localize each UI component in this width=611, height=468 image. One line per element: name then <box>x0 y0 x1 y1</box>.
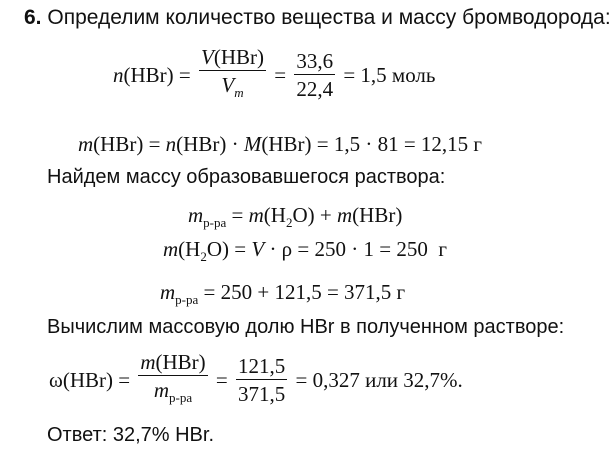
eq1-fraction-2 <box>294 48 335 103</box>
eq8-lhs: ω(HBr) = <box>49 368 131 392</box>
equation-mass-hbr: m(HBr) = n(HBr) · M(HBr) = 1,5 · 81 = 12,15 г <box>78 132 483 156</box>
equation-solution-mass-value: $m_{р-ра} = 250 + 121,5 = 371,5$ г <box>160 280 406 307</box>
eq1-equals: = <box>274 63 287 87</box>
eq1-num2: 33,6 <box>296 49 334 73</box>
eq1-num1: V(HBr) <box>201 45 264 69</box>
eq8-den1: $m_{р-ра}$ <box>153 378 193 405</box>
eq1-den1: $V_m$ <box>221 73 244 100</box>
eq8-fraction-2 <box>236 353 287 408</box>
problem-header <box>24 6 611 30</box>
equation-amount-substance <box>113 44 436 107</box>
text-compute-mass-fraction: Вычислим массовую долю HBr в полученном растворе: <box>47 316 565 338</box>
eq1-rhs: = 1,5 моль <box>343 63 436 87</box>
eq8-num2: 121,5 <box>238 354 286 378</box>
eq8-rhs: = 0,327 или 32,7%. <box>295 368 463 392</box>
header-text: Определим количество вещества и массу бромводорода: <box>47 6 611 29</box>
equation-water-mass: $m(H_2O) = V \cdot \rho = 250 \cdot 1 = 250$ г <box>163 237 447 264</box>
eq8-num1: m(HBr) <box>140 350 206 374</box>
eq1-den2: 22,4 <box>296 77 334 101</box>
text-find-solution-mass: Найдем массу образовавшегося раствора: <box>47 166 446 188</box>
eq8-fraction-1 <box>138 349 207 412</box>
answer-text: Ответ: 32,7% HBr. <box>47 424 215 446</box>
equation-mass-fraction <box>49 349 463 412</box>
eq1-fraction-1 <box>199 44 266 107</box>
problem-number: 6. <box>24 6 42 29</box>
eq8-equals: = <box>215 368 228 392</box>
equation-solution-mass-sum: $m_{р-ра} = m(H_2O) + m(HBr)$ <box>188 203 403 230</box>
eq8-den2: 371,5 <box>238 382 286 406</box>
eq1-lhs: n(HBr) = <box>113 63 191 87</box>
